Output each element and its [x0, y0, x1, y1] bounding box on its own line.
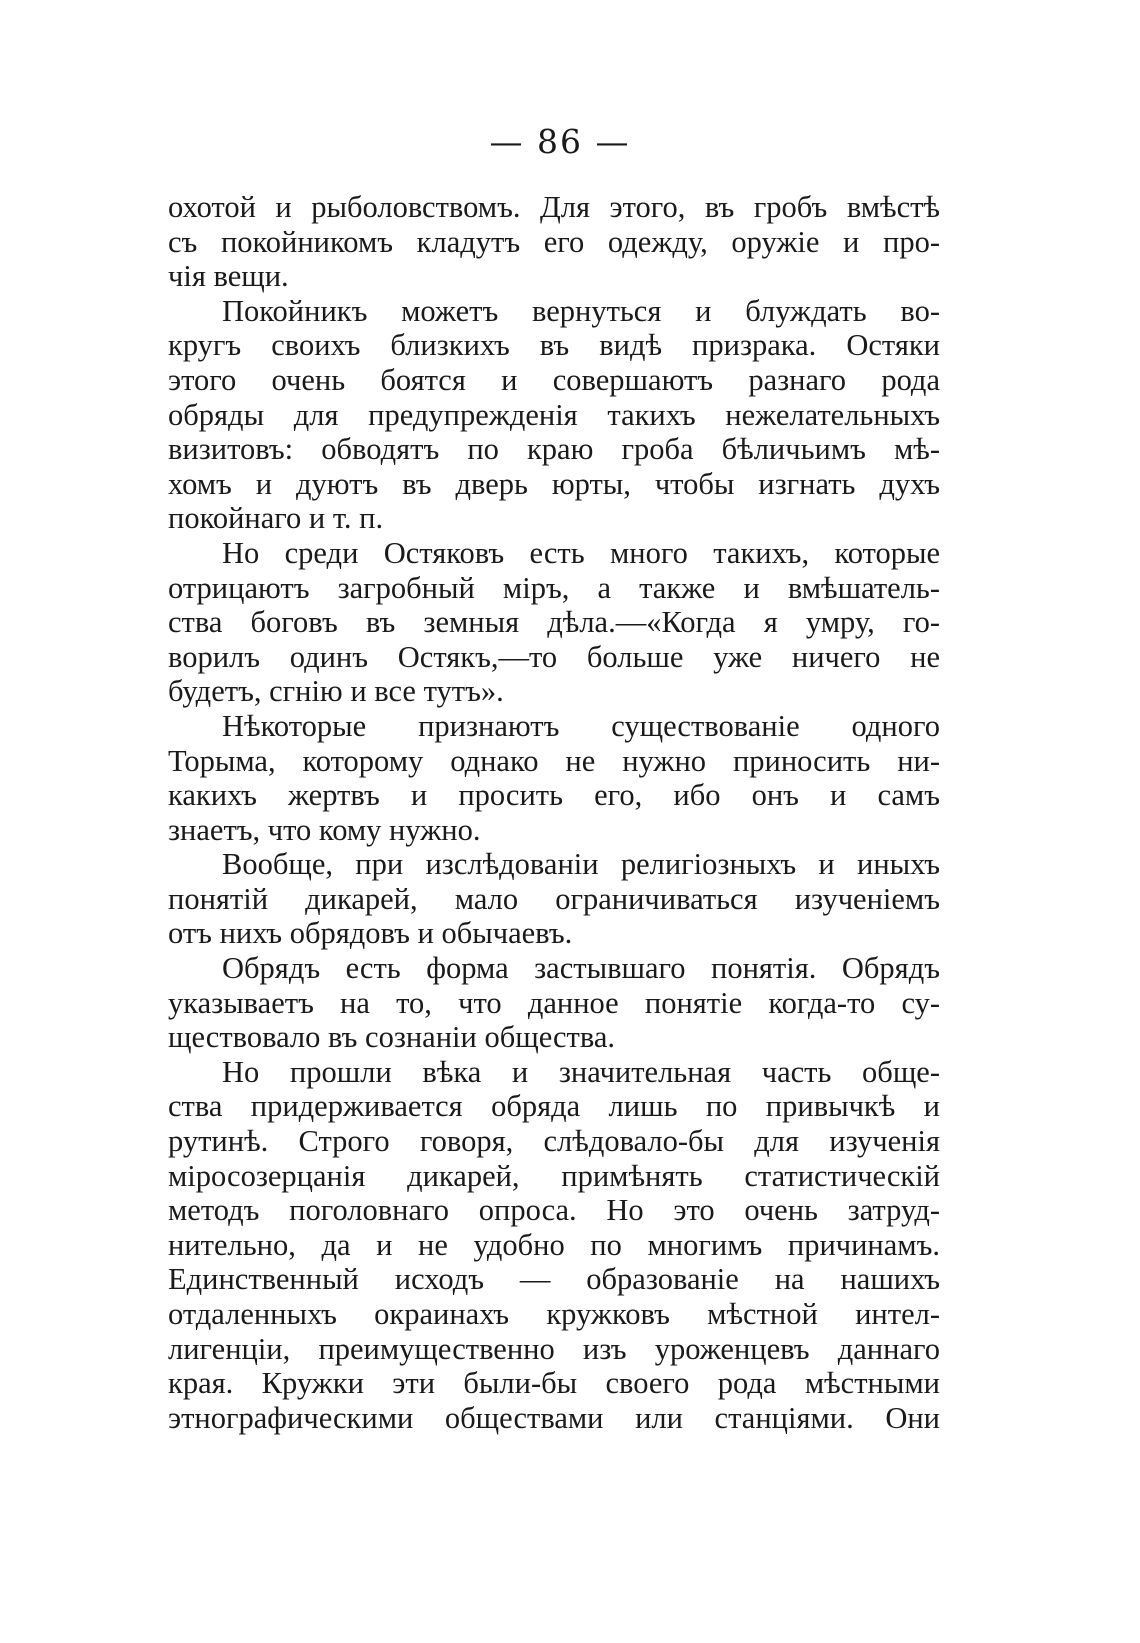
text-line: охотой и рыболовствомъ. Для этого, въ гробъ вмѣстѣ — [168, 190, 940, 224]
text-line: обряды для предупрежденія такихъ нежелательныхъ — [168, 397, 940, 432]
text-line: визитовъ: обводятъ по краю гроба бѣличьимъ мѣ- — [168, 432, 940, 467]
text-line: рутинѣ. Строго говоря, слѣдовало-бы для изученія — [168, 1124, 940, 1159]
text-line: съ покойникомъ кладутъ его одежду, оружіе и про- — [168, 224, 940, 259]
text-line: Обрядъ есть форма застывшаго понятія. Обрядъ — [222, 951, 940, 986]
text-line: Но среди Остяковъ есть много такихъ, которые — [222, 535, 940, 570]
text-line: кругъ своихъ близкихъ въ видѣ призрака. Остяки — [168, 328, 940, 363]
text-line: методъ поголовнаго опроса. Но это очень затруд- — [168, 1193, 940, 1228]
text-line: какихъ жертвъ и просить его, ибо онъ и самъ — [168, 778, 940, 813]
text-line: края. Кружки эти были-бы своего рода мѣстными — [168, 1366, 940, 1401]
text-line: отдаленныхъ окраинахъ кружковъ мѣстной интел- — [168, 1297, 940, 1331]
text-line: отрицаютъ загробный міръ, а также и вмѣшатель- — [168, 570, 940, 605]
text-line: лигенціи, преимущественно изъ уроженцевъ даннаго — [168, 1331, 940, 1366]
text-line: Покойникъ можетъ вернуться и блуждать во- — [222, 293, 940, 328]
text-line: знаетъ, что кому нужно. — [168, 812, 481, 847]
text-line: Вообще, при изслѣдованіи религіозныхъ и иныхъ — [222, 847, 940, 882]
text-line: Нѣкоторые признаютъ существованіе одного — [222, 708, 940, 743]
text-line: ворилъ одинъ Остякъ,—то больше уже ничего не — [168, 639, 940, 674]
text-line: ществовало въ сознаніи общества. — [168, 1020, 616, 1055]
text-line: этого очень боятся и совершаютъ разнаго рода — [168, 362, 940, 397]
text-line: покойнаго и т. п. — [168, 501, 384, 536]
page-number: — 86 — — [489, 122, 631, 161]
text-line: понятій дикарей, мало ограничиваться изученіемъ — [168, 881, 940, 916]
text-line: Но прошли вѣка и значительная часть обще- — [222, 1054, 940, 1089]
text-line: ства придерживается обряда лишь по привычкѣ и — [168, 1089, 940, 1124]
text-line: ства боговъ въ земныя дѣла.—«Когда я умру, го- — [168, 605, 940, 640]
text-line: Единственный исходъ — образованіе на нашихъ — [168, 1262, 940, 1297]
body-text — [168, 190, 940, 1435]
text-line: нительно, да и не удобно по многимъ причинамъ. — [168, 1227, 940, 1262]
text-line: хомъ и дуютъ въ дверь юрты, чтобы изгнать духъ — [168, 466, 940, 501]
text-line: міросозерцанія дикарей, примѣнять статистическій — [168, 1158, 940, 1193]
text-line: чія вещи. — [168, 259, 289, 294]
text-line: будетъ, сгнію и все тутъ». — [168, 674, 504, 709]
text-line: Торыма, которому однако не нужно приносить ни- — [168, 743, 940, 778]
text-line: указываетъ на то, что данное понятіе когда-то су- — [168, 985, 940, 1020]
text-line: отъ нихъ обрядовъ и обычаевъ. — [168, 916, 573, 951]
text-line: этнографическими обществами или станціями. Они — [168, 1400, 940, 1435]
